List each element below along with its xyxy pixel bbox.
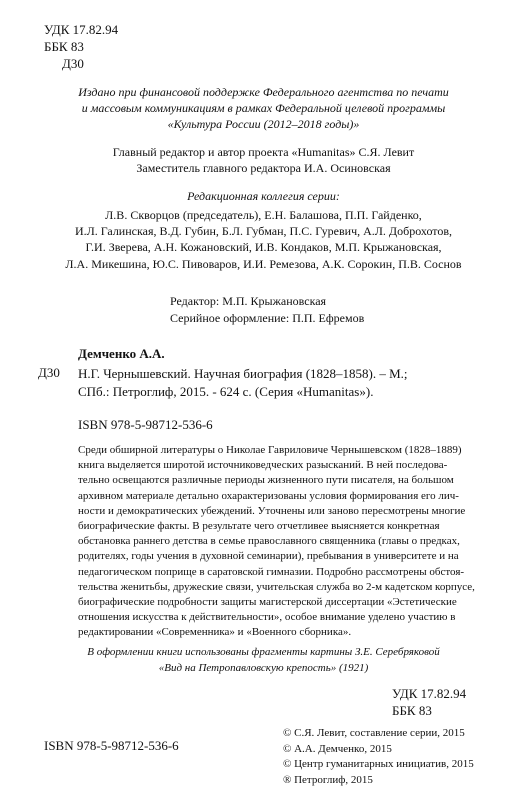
udk-code-bottom: УДК 17.82.94 <box>392 686 467 701</box>
bib-line: Н.Г. Чернышевский. Научная биография (1828–1858). – М.; <box>78 366 408 381</box>
annotation-line: отношения искусства к действительности», особое внимание уделено участию в <box>78 611 456 624</box>
board-members-line: И.Л. Галинская, В.Д. Губин, Б.Л. Губман, П.С. Гуревич, А.Л. Доброхотов, <box>74 224 453 239</box>
annotation-line: тельства женитьбы, дружеские связи, учительская служба во 2-м кадетском корпусе, <box>78 580 475 593</box>
bbk-code-top: ББК 83 <box>44 39 84 54</box>
isbn-bottom: ISBN 978-5-98712-536-6 <box>44 738 179 753</box>
support-line: Издано при финансовой поддержке Федерального агентства по печати <box>78 85 449 99</box>
board-members-line: Г.И. Зверева, А.Н. Кожановский, И.В. Кондаков, М.П. Крыжановская, <box>85 240 442 255</box>
copyright-block <box>283 726 474 788</box>
annotation-line: редактировании «Современника» и «Военного сборника». <box>78 626 352 639</box>
editor-line: Редактор: М.П. Крыжановская <box>170 294 327 308</box>
cover-note-line: В оформлении книги использованы фрагменты картины З.Е. Серебряковой <box>87 646 440 658</box>
bbk-code-bottom: ББК 83 <box>392 703 432 718</box>
copyright-line: © А.А. Демченко, 2015 <box>283 742 392 755</box>
cover-note-line: «Вид на Петропавловскую крепость» (1921) <box>158 662 369 674</box>
chief-editor-line: Главный редактор и автор проекта «Humanitas» С.Я. Левит <box>112 145 415 159</box>
annotation <box>78 443 518 641</box>
annotation-line: архивном материале детально охарактеризованы условия формирования его лич- <box>78 489 459 502</box>
support-line: «Культура России (2012–2018 годы)» <box>167 117 360 131</box>
bibliographic-record <box>78 365 408 401</box>
udk-code-top: УДК 17.82.94 <box>44 22 119 37</box>
board-members-line: Л.В. Скворцов (председатель), Е.Н. Балашова, П.П. Гайденко, <box>105 208 422 222</box>
annotation-line: биографические факты. В результате чего отчетливее выясняется конкретная <box>78 520 440 533</box>
copyright-line: ® Петроглиф, 2015 <box>283 773 373 786</box>
author-heading: Демченко А.А. <box>78 346 165 361</box>
annotation-line: обстановка раннего детства в семье православного священника (главы о предках, <box>78 535 460 548</box>
support-note <box>0 84 527 132</box>
board-title: Редакционная коллегия серии: <box>187 189 340 203</box>
isbn-main: ISBN 978-5-98712-536-6 <box>78 417 213 432</box>
annotation-line: тельно освещаются различные периоды жизненного пути писателя, на большом <box>78 474 454 487</box>
design-line: Серийное оформление: П.П. Ефремов <box>170 311 365 325</box>
editors-block <box>0 144 527 176</box>
annotation-line: ности и демократических убеждений. Уточнены или заново пересмотрены многие <box>78 504 466 517</box>
credits-block <box>170 293 364 327</box>
annotation-line: родителях, годы учения в духовной семинарии), пребывания в университете и на <box>78 550 459 563</box>
author-sign: Д30 <box>38 365 60 380</box>
cover-note <box>0 644 527 676</box>
copyright-line: © Центр гуманитарных инициатив, 2015 <box>283 758 474 770</box>
annotation-line: биографические подробности защиты магистерской диссертации «Эстетические <box>78 596 457 609</box>
support-line: и массовым коммуникациям в рамках Федеральной целевой программы <box>81 101 446 115</box>
annotation-line: педагогическом поприще в саратовской гимназии. Подробно рассмотрены обстоя- <box>78 565 465 578</box>
board-members <box>0 207 527 272</box>
bib-line: СПб.: Петроглиф, 2015. - 624 с. (Серия «Humanitas»). <box>78 384 374 399</box>
annotation-line: книга выделяется широтой источниковедческих разысканий. В ней последова- <box>78 459 448 472</box>
copyright-line: © С.Я. Левит, составление серии, 2015 <box>283 727 465 739</box>
board-members-line: Л.А. Микешина, Ю.С. Пивоваров, И.И. Ремезова, А.К. Сорокин, П.В. Соснов <box>65 256 462 271</box>
author-sign-top: Д30 <box>62 56 84 71</box>
deputy-editor-line: Заместитель главного редактора И.А. Осиновская <box>136 161 391 175</box>
annotation-line: Среди обширной литературы о Николае Гавриловиче Чернышевском (1828–1889) <box>78 444 462 456</box>
